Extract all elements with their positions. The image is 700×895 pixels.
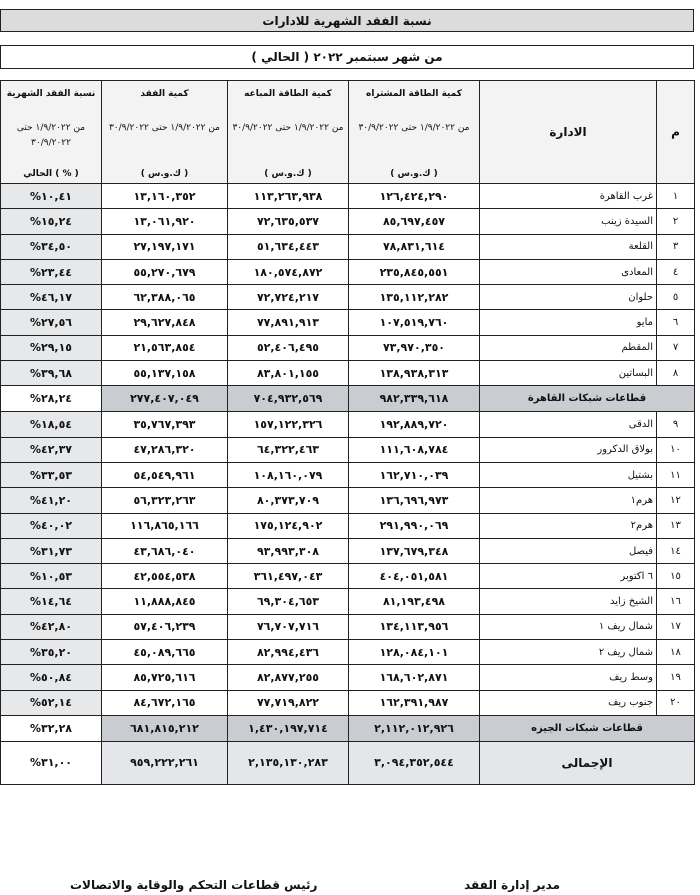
header-purchased <box>349 81 480 184</box>
loss-kwh-cell: ٢١,٥٦٣,٨٥٤ <box>102 335 228 360</box>
subtotal-row <box>1 386 695 412</box>
header-loss-title: كمية الفقد <box>140 89 189 99</box>
administration-name-cell: بشتيل <box>480 462 657 487</box>
sold-kwh-cell: ٢,١٣٥,١٣٠,٢٨٣ <box>228 741 349 784</box>
header-loss-unit: ( ك.و.س ) <box>140 169 189 179</box>
header-purchased-title: كمية الطاقة المشتراه <box>366 89 462 99</box>
sold-kwh-cell: ٦٩,٣٠٤,٦٥٣ <box>228 589 349 614</box>
table-row <box>1 335 695 360</box>
row-number-cell: ١٢ <box>657 488 695 513</box>
purchased-kwh-cell: ٩٨٢,٣٣٩,٦١٨ <box>349 386 480 412</box>
row-number-cell: ١٣ <box>657 513 695 538</box>
table-row <box>1 538 695 563</box>
purchased-kwh-cell: ٢,١١٢,٠١٢,٩٢٦ <box>349 715 480 741</box>
loss-percent-cell: %٤٢,٨٠ <box>1 614 102 639</box>
table-row <box>1 564 695 589</box>
purchased-kwh-cell: ١٦٢,٧١٠,٠٣٩ <box>349 462 480 487</box>
purchased-kwh-cell: ١٢٦,٤٢٤,٢٩٠ <box>349 184 480 209</box>
sold-kwh-cell: ٧٧,٨٩١,٩١٣ <box>228 310 349 335</box>
purchased-kwh-cell: ١٣٧,٦٧٩,٣٤٨ <box>349 538 480 563</box>
table-row <box>1 259 695 284</box>
sold-kwh-cell: ٨٠,٣٧٣,٧٠٩ <box>228 488 349 513</box>
purchased-kwh-cell: ١٣٤,١١٣,٩٥٦ <box>349 614 480 639</box>
sold-kwh-cell: ٧٢,٦٣٥,٥٣٧ <box>228 209 349 234</box>
loss-percent-cell: %٣٤,٥٠ <box>1 234 102 259</box>
header-sold-period: من ١/٩/٢٠٢٢ حتى ٣٠/٩/٢٠٢٢ <box>232 123 344 133</box>
administration-name-cell: ٦ اكتوبر <box>480 564 657 589</box>
loss-kwh-cell: ٢٩,٦٢٧,٨٤٨ <box>102 310 228 335</box>
sold-kwh-cell: ٨٣,٨٠١,١٥٥ <box>228 361 349 386</box>
sold-kwh-cell: ٧٦,٧٠٧,٧١٦ <box>228 614 349 639</box>
loss-percent-cell: %٤٦,١٧ <box>1 285 102 310</box>
row-number-cell: ٥ <box>657 285 695 310</box>
header-idx <box>657 81 695 184</box>
purchased-kwh-cell: ١٢٨,٠٨٤,١٠١ <box>349 640 480 665</box>
sold-kwh-cell: ١٧٥,١٢٤,٩٠٢ <box>228 513 349 538</box>
loss-percent-cell: %٣٩,٦٨ <box>1 361 102 386</box>
row-number-cell: ١ <box>657 184 695 209</box>
table-row <box>1 589 695 614</box>
loss-kwh-cell: ٦٨١,٨١٥,٢١٢ <box>102 715 228 741</box>
sold-kwh-cell: ١٨٠,٥٧٤,٨٧٢ <box>228 259 349 284</box>
signature-left: رئيس قطاعات التحكم والوقاية والاتصالات <box>70 878 318 892</box>
purchased-kwh-cell: ١٣٨,٩٣٨,٣١٣ <box>349 361 480 386</box>
header-pct <box>1 81 102 184</box>
loss-kwh-cell: ٣٥,٧٦٧,٣٩٣ <box>102 412 228 437</box>
loss-percent-cell: %٣١,٠٠ <box>1 741 102 784</box>
loss-percent-cell: %٣٥,٢٠ <box>1 640 102 665</box>
header-loss-period: من ١/٩/٢٠٢٢ حتى ٣٠/٩/٢٠٢٢ <box>108 123 221 133</box>
loss-percent-cell: %٤٠,٠٢ <box>1 513 102 538</box>
sold-kwh-cell: ٥١,٦٣٤,٤٤٣ <box>228 234 349 259</box>
loss-kwh-cell: ٢٧,١٩٧,١٧١ <box>102 234 228 259</box>
loss-kwh-cell: ٥٧,٤٠٦,٢٣٩ <box>102 614 228 639</box>
loss-kwh-cell: ٥٥,٢٧٠,٦٧٩ <box>102 259 228 284</box>
administration-name-cell: القلعة <box>480 234 657 259</box>
loss-percent-cell: %٤١,٢٠ <box>1 488 102 513</box>
sold-kwh-cell: ٨٢,٩٩٤,٤٣٦ <box>228 640 349 665</box>
subtotal-row <box>1 715 695 741</box>
signature-footer <box>0 878 700 895</box>
header-loss <box>102 81 228 184</box>
signature-right: مدير إدارة الفقد <box>464 878 560 892</box>
table-row <box>1 614 695 639</box>
loss-kwh-cell: ١٣,٠٦١,٩٢٠ <box>102 209 228 234</box>
loss-kwh-cell: ٩٥٩,٢٢٢,٢٦١ <box>102 741 228 784</box>
loss-percent-cell: %٥٠,٨٤ <box>1 665 102 690</box>
table-row <box>1 437 695 462</box>
administration-name-cell: مايو <box>480 310 657 335</box>
sold-kwh-cell: ٥٢,٤٠٦,٤٩٥ <box>228 335 349 360</box>
grand-total-row <box>1 741 695 784</box>
row-number-cell: ٣ <box>657 234 695 259</box>
header-sold-unit: ( ك.و.س ) <box>264 169 312 179</box>
administration-name-cell: شمال ريف ٢ <box>480 640 657 665</box>
purchased-kwh-cell: ١٣٥,١١٢,٢٨٢ <box>349 285 480 310</box>
purchased-kwh-cell: ١٣٦,٦٩٦,٩٧٣ <box>349 488 480 513</box>
loss-kwh-cell: ٤٢,٥٥٤,٥٣٨ <box>102 564 228 589</box>
table-row <box>1 209 695 234</box>
table-row <box>1 412 695 437</box>
row-number-cell: ٤ <box>657 259 695 284</box>
loss-table <box>0 80 695 785</box>
loss-percent-cell: %٣١,٧٣ <box>1 538 102 563</box>
loss-percent-cell: %١٤,٦٤ <box>1 589 102 614</box>
table-body <box>1 81 695 785</box>
purchased-kwh-cell: ٨٥,٦٩٧,٤٥٧ <box>349 209 480 234</box>
table-row <box>1 184 695 209</box>
table-row <box>1 285 695 310</box>
grand-total-label: الإجمالى <box>480 741 695 784</box>
loss-percent-cell: %٥٢,١٤ <box>1 690 102 715</box>
table-row <box>1 513 695 538</box>
row-number-cell: ١٠ <box>657 437 695 462</box>
table-row <box>1 665 695 690</box>
administration-name-cell: هرم١ <box>480 488 657 513</box>
administration-name-cell: السيدة زينب <box>480 209 657 234</box>
purchased-kwh-cell: ١٦٢,٣٩١,٩٨٧ <box>349 690 480 715</box>
purchased-kwh-cell: ٢٩١,٩٩٠,٠٦٩ <box>349 513 480 538</box>
sold-kwh-cell: ٩٣,٩٩٣,٣٠٨ <box>228 538 349 563</box>
administration-name-cell: المقطم <box>480 335 657 360</box>
sold-kwh-cell: ٣٦١,٤٩٧,٠٤٣ <box>228 564 349 589</box>
loss-percent-cell: %٢٩,١٥ <box>1 335 102 360</box>
row-number-cell: ٧ <box>657 335 695 360</box>
loss-percent-cell: %٤٢,٣٧ <box>1 437 102 462</box>
administration-name-cell: شمال ريف ١ <box>480 614 657 639</box>
sold-kwh-cell: ١١٣,٢٦٣,٩٣٨ <box>228 184 349 209</box>
administration-name-cell: غرب القاهرة <box>480 184 657 209</box>
purchased-kwh-cell: ٣,٠٩٤,٣٥٢,٥٤٤ <box>349 741 480 784</box>
loss-percent-cell: %١٠,٥٣ <box>1 564 102 589</box>
header-admin <box>480 81 657 184</box>
loss-kwh-cell: ٤٧,٢٨٦,٣٢٠ <box>102 437 228 462</box>
loss-kwh-cell: ٥٤,٥٤٩,٩٦١ <box>102 462 228 487</box>
purchased-kwh-cell: ١٦٨,٦٠٢,٨٧١ <box>349 665 480 690</box>
administration-name-cell: فيصل <box>480 538 657 563</box>
purchased-kwh-cell: ٢٣٥,٨٤٥,٥٥١ <box>349 259 480 284</box>
purchased-kwh-cell: ٨١,١٩٣,٤٩٨ <box>349 589 480 614</box>
row-number-cell: ١٧ <box>657 614 695 639</box>
header-admin-label: الادارة <box>549 125 587 139</box>
loss-percent-cell: %٢٧,٥٦ <box>1 310 102 335</box>
sold-kwh-cell: ٧٧,٧١٩,٨٢٢ <box>228 690 349 715</box>
administration-name-cell: البساتين <box>480 361 657 386</box>
row-number-cell: ٢٠ <box>657 690 695 715</box>
loss-percent-cell: %٣٣,٥٣ <box>1 462 102 487</box>
loss-kwh-cell: ٦٢,٣٨٨,٠٦٥ <box>102 285 228 310</box>
administration-name-cell: هرم٢ <box>480 513 657 538</box>
header-sold-title: كمية الطاقة المباعه <box>244 89 332 99</box>
table-row <box>1 310 695 335</box>
sold-kwh-cell: ١,٤٣٠,١٩٧,٧١٤ <box>228 715 349 741</box>
loss-kwh-cell: ١١٦,٨٦٥,١٦٦ <box>102 513 228 538</box>
table-row <box>1 488 695 513</box>
loss-kwh-cell: ٢٧٧,٤٠٧,٠٤٩ <box>102 386 228 412</box>
sold-kwh-cell: ٦٤,٣٢٢,٤٦٣ <box>228 437 349 462</box>
sold-kwh-cell: ٧٠٤,٩٣٢,٥٦٩ <box>228 386 349 412</box>
table-row <box>1 690 695 715</box>
loss-kwh-cell: ٥٥,١٣٧,١٥٨ <box>102 361 228 386</box>
header-idx-label: م <box>671 125 680 139</box>
header-purchased-unit: ( ك.و.س ) <box>390 169 438 179</box>
loss-kwh-cell: ١١,٨٨٨,٨٤٥ <box>102 589 228 614</box>
loss-kwh-cell: ٨٥,٧٢٥,٦١٦ <box>102 665 228 690</box>
row-number-cell: ٦ <box>657 310 695 335</box>
subtotal-label: قطاعات شبكات القاهرة <box>480 386 695 412</box>
sold-kwh-cell: ١٠٨,١٦٠,٠٧٩ <box>228 462 349 487</box>
loss-percent-cell: %٢٣,٤٤ <box>1 259 102 284</box>
administration-name-cell: جنوب ريف <box>480 690 657 715</box>
sold-kwh-cell: ٧٢,٧٢٤,٢١٧ <box>228 285 349 310</box>
table-row <box>1 462 695 487</box>
loss-kwh-cell: ٤٣,٦٨٦,٠٤٠ <box>102 538 228 563</box>
loss-percent-cell: %٣٢,٢٨ <box>1 715 102 741</box>
loss-kwh-cell: ٨٤,٦٧٢,١٦٥ <box>102 690 228 715</box>
page-subtitle: من شهر سبتمبر ٢٠٢٢ ( الحالي ) <box>0 45 694 69</box>
purchased-kwh-cell: ١٩٢,٨٨٩,٧٢٠ <box>349 412 480 437</box>
table-row <box>1 361 695 386</box>
loss-percent-cell: %١٨,٥٤ <box>1 412 102 437</box>
purchased-kwh-cell: ٧٨,٨٣١,٦١٤ <box>349 234 480 259</box>
row-number-cell: ٩ <box>657 412 695 437</box>
header-purchased-period: من ١/٩/٢٠٢٢ حتى ٣٠/٩/٢٠٢٢ <box>358 123 470 133</box>
row-number-cell: ١٩ <box>657 665 695 690</box>
administration-name-cell: بولاق الدكرور <box>480 437 657 462</box>
subtotal-label: قطاعات شبكات الجيزه <box>480 715 695 741</box>
loss-percent-cell: %١٠,٤١ <box>1 184 102 209</box>
sold-kwh-cell: ٨٢,٨٧٧,٢٥٥ <box>228 665 349 690</box>
loss-kwh-cell: ٥٦,٣٢٣,٢٦٣ <box>102 488 228 513</box>
header-pct-period: من ١/٩/٢٠٢٢ حتى ٣٠/٩/٢٠٢٢ <box>16 123 86 148</box>
table-row <box>1 640 695 665</box>
loss-percent-cell: %١٥,٢٤ <box>1 209 102 234</box>
purchased-kwh-cell: ١٠٧,٥١٩,٧٦٠ <box>349 310 480 335</box>
header-sold <box>228 81 349 184</box>
header-pct-title: نسبة الفقد الشهرية <box>6 89 96 99</box>
row-number-cell: ١٨ <box>657 640 695 665</box>
administration-name-cell: حلوان <box>480 285 657 310</box>
row-number-cell: ١٤ <box>657 538 695 563</box>
administration-name-cell: وسط ريف <box>480 665 657 690</box>
row-number-cell: ١٥ <box>657 564 695 589</box>
administration-name-cell: الشيخ زايد <box>480 589 657 614</box>
header-row <box>1 81 695 184</box>
sold-kwh-cell: ١٥٧,١٢٢,٣٢٦ <box>228 412 349 437</box>
administration-name-cell: الدقى <box>480 412 657 437</box>
purchased-kwh-cell: ٤٠٤,٠٥١,٥٨١ <box>349 564 480 589</box>
administration-name-cell: المعادى <box>480 259 657 284</box>
loss-kwh-cell: ٤٥,٠٨٩,٦٦٥ <box>102 640 228 665</box>
purchased-kwh-cell: ٧٣,٩٧٠,٣٥٠ <box>349 335 480 360</box>
header-pct-unit: الحالي ( % ) <box>23 169 79 179</box>
purchased-kwh-cell: ١١١,٦٠٨,٧٨٤ <box>349 437 480 462</box>
loss-kwh-cell: ١٣,١٦٠,٣٥٢ <box>102 184 228 209</box>
row-number-cell: ٢ <box>657 209 695 234</box>
table-row <box>1 234 695 259</box>
page-title: نسبة الفقد الشهرية للادارات <box>0 9 694 32</box>
row-number-cell: ٨ <box>657 361 695 386</box>
loss-percent-cell: %٢٨,٢٤ <box>1 386 102 412</box>
row-number-cell: ١٦ <box>657 589 695 614</box>
row-number-cell: ١١ <box>657 462 695 487</box>
